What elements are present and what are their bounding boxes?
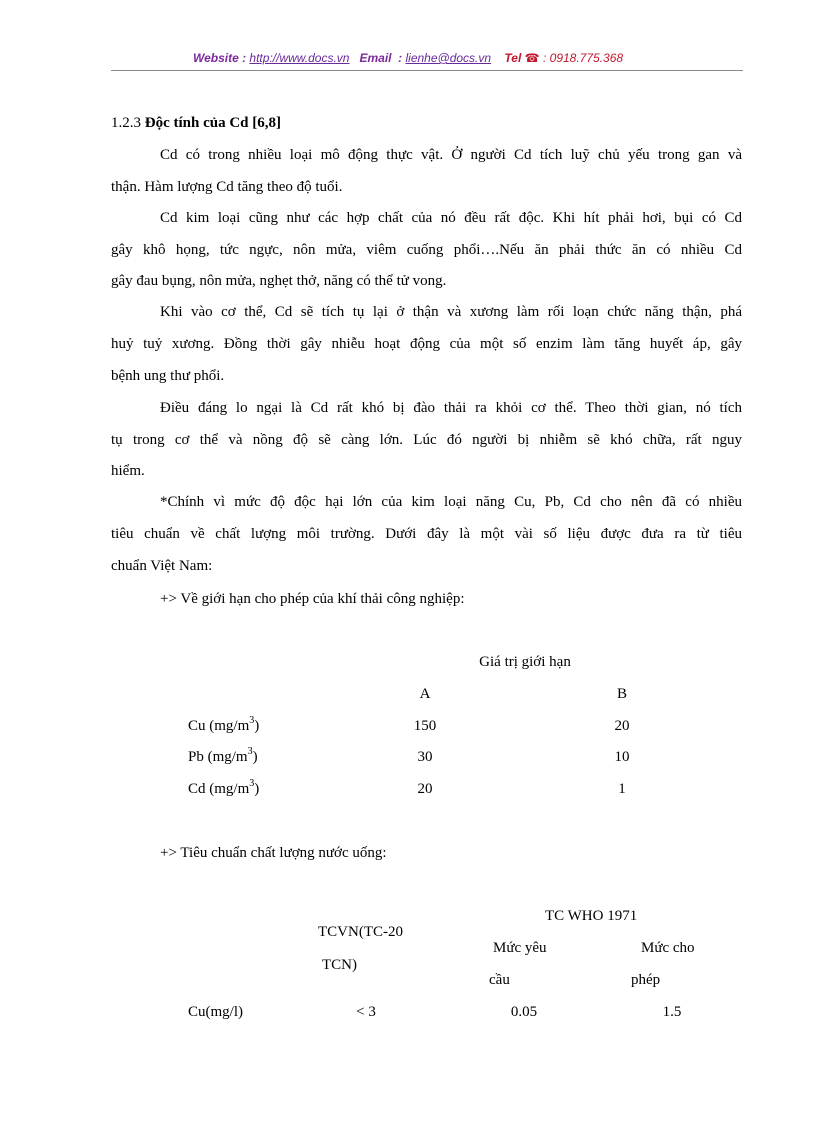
- table2-col-req: Mức yêu: [493, 940, 547, 956]
- paragraph-line: Cd có trong nhiều loại mô động thực vật. Ở người Cd tích luỹ chủ yếu trong gan và: [160, 147, 742, 163]
- paragraph-line: *Chính vì mức độ độc hại lớn của kim loại năng Cu, Pb, Cd cho nên đã có nhiều: [160, 494, 742, 510]
- section-title: Độc tính của Cd [6,8]: [144, 115, 282, 131]
- table1-heading: Giá trị giới hạn: [479, 654, 571, 670]
- section-number: 1.2.3: [111, 115, 141, 131]
- paragraph-line: thận. Hàm lượng Cd tăng theo độ tuổi.: [111, 179, 343, 195]
- table1-cell: 20: [417, 781, 433, 797]
- paragraph-line: tiêu chuẩn về chất lượng môi trường. Dưới đây là một vài số liệu được đưa ra từ tiêu: [111, 526, 742, 542]
- website-label: Website: [192, 51, 239, 65]
- tel-number: 0918.775.368: [549, 51, 624, 65]
- table1-cell: 1: [618, 781, 626, 797]
- table2-cell: < 3: [356, 1004, 376, 1020]
- email-label: Email: [359, 51, 392, 65]
- table2-col-allow: Mức cho: [641, 940, 695, 956]
- table1-col-a: A: [419, 686, 431, 702]
- paragraph-line: Điều đáng lo ngại là Cd rất khó bị đào thải ra khỏi cơ thể. Theo thời gian, nó tích: [160, 400, 742, 416]
- paragraph-line: gây khô họng, tức ngực, nôn mửa, viêm cuống phổi….Nếu ăn phải thức ăn có nhiều Cd: [111, 242, 742, 258]
- table2-who-heading: TC WHO 1971: [545, 908, 638, 924]
- table2-cell: 0.05: [510, 1004, 538, 1020]
- paragraph-line: Khi vào cơ thể, Cd sẽ tích tụ lại ở thận và xương làm rối loạn chức năng thận, phá: [160, 304, 742, 320]
- header-divider: [111, 70, 743, 71]
- table2-row-label: Cu(mg/l): [188, 1004, 243, 1020]
- table1-cell: 10: [614, 749, 630, 765]
- paragraph-line: hiểm.: [111, 463, 145, 479]
- table1-col-b: B: [616, 686, 627, 702]
- bullet-emission-limits: +> Về giới hạn cho phép của khí thải công nghiệp:: [160, 591, 465, 607]
- phone-icon: ☎: [524, 51, 540, 65]
- table2-col-allow-2: phép: [631, 972, 661, 988]
- table1-cell: 30: [417, 749, 433, 765]
- table1-cell: 150: [413, 718, 437, 734]
- paragraph-line: huỷ tuỷ xương. Đồng thời gây nhiễu hoạt động của một số enzim làm tăng huyết áp, gây: [111, 336, 742, 352]
- table2-col-req-2: cầu: [489, 972, 510, 988]
- table1-row-label: Cu $(mg/m^3)$: [188, 715, 260, 734]
- paragraph-line: chuẩn Việt Nam:: [111, 558, 213, 574]
- paragraph-line: Cd kim loại cũng như các hợp chất của nó đều rất độc. Khi hít phải hơi, bụi có Cd: [160, 210, 742, 226]
- tel-label: Tel: [504, 51, 522, 65]
- website-link[interactable]: http://www.docs.vn: [249, 51, 350, 65]
- table1-row-label: Pb $(mg/m^3)$: [188, 746, 258, 765]
- paragraph-line: tụ trong cơ thể và nồng độ sẽ càng lớn. Lúc đó người bị nhiễm sẽ khó chữa, rất nguy: [111, 432, 742, 448]
- bullet-water-quality: +> Tiêu chuẩn chất lượng nước uống:: [160, 845, 387, 861]
- table1-cell: 20: [614, 718, 630, 734]
- section-heading: [111, 113, 281, 133]
- paragraph-line: gây đau bụng, nôn mửa, nghẹt thở, năng có thể tử vong.: [111, 273, 447, 289]
- table2-col-tcvn-2: TCN): [322, 957, 357, 973]
- table1-row-label: Cd $(mg/m^3)$: [188, 778, 260, 797]
- email-link[interactable]: lienhe@docs.vn: [405, 51, 492, 65]
- page-header: Website : http://www.docs.vn Email : lienhe@docs.vn Tel ☎ : 0918.775.368: [192, 51, 624, 65]
- table2-col-tcvn: TCVN(TC-20: [318, 924, 403, 940]
- paragraph-line: bệnh ung thư phổi.: [111, 368, 225, 384]
- table2-cell: 1.5: [662, 1004, 682, 1020]
